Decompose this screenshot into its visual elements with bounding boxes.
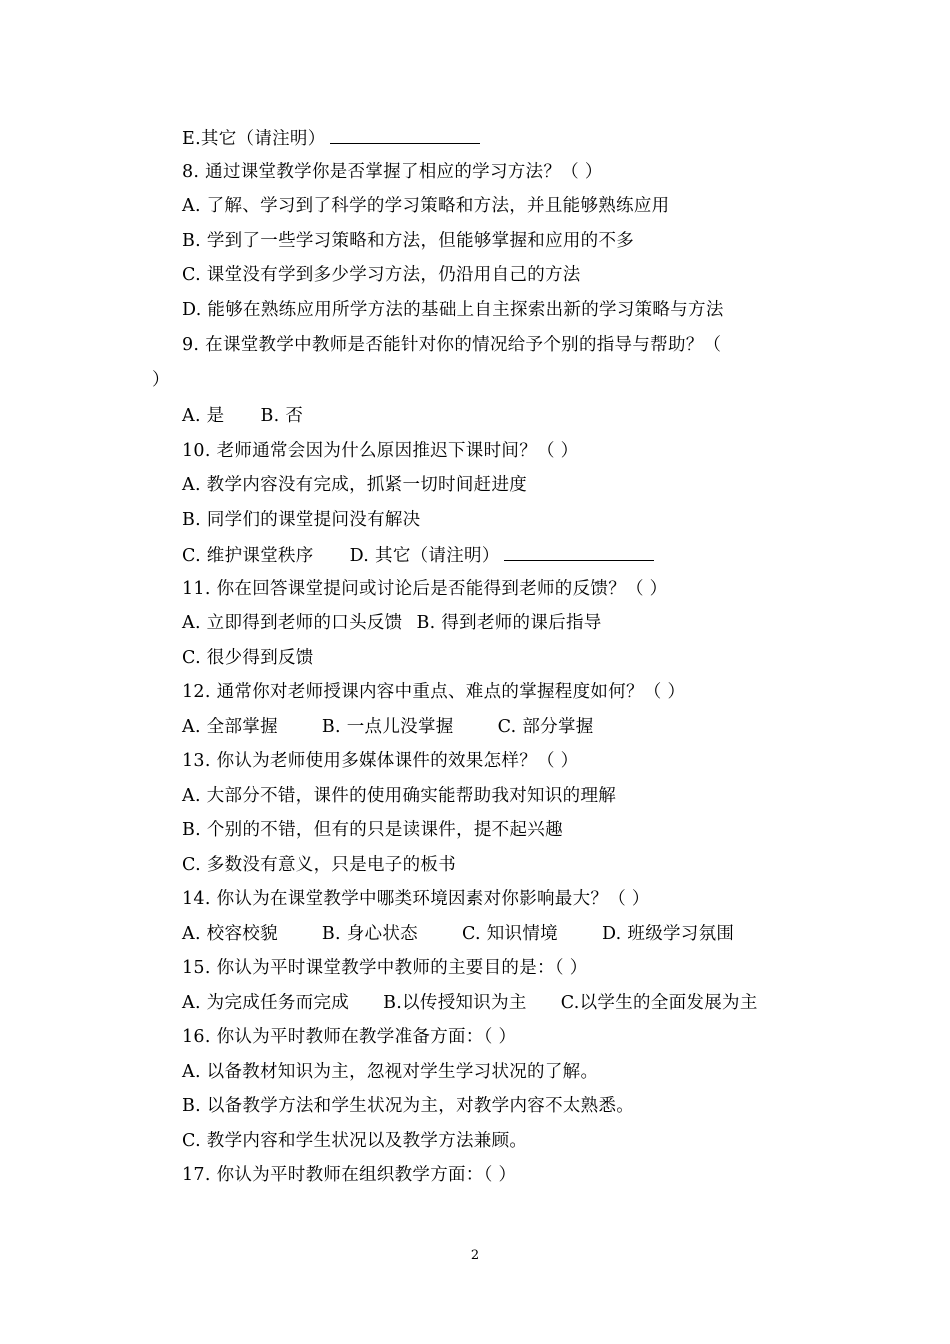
q15-options (182, 991, 758, 1015)
question-17: 17. 你认为平时教师在组织教学方面：（ ） (182, 1165, 517, 1185)
q9-options (182, 404, 303, 428)
q16-option-c: C. 教学内容和学生状况以及教学方法兼顾。 (182, 1131, 528, 1151)
q9-option-b: B. 否 (260, 406, 304, 426)
page-number: 2 (470, 1248, 480, 1263)
question-9: 9. 在课堂教学中教师是否能针对你的情况给予个别的指导与帮助？（ (182, 335, 722, 355)
q13-option-c: C. 多数没有意义，只是电子的板书 (182, 855, 456, 875)
q10-option-c: C. 维护课堂秩序 (182, 546, 314, 566)
question-12: 12. 通常你对老师授课内容中重点、难点的掌握程度如何？（ ） (182, 682, 686, 702)
question-9-continuation: ） (152, 370, 170, 390)
q14-option-b: B. 身心状态 (321, 924, 418, 944)
question-14: 14. 你认为在课堂教学中哪类环境因素对你影响最大？（ ） (182, 889, 650, 909)
q13-option-a: A. 大部分不错，课件的使用确实能帮助我对知识的理解 (182, 786, 617, 806)
q14-option-a: A. 校容校貌 (182, 924, 278, 944)
q15-option-b: B.以传授知识为主 (383, 993, 527, 1013)
option-text: E.其它（请注明） (182, 129, 326, 149)
q11-options-ab (182, 611, 602, 635)
q16-option-a: A. 以备教材知识为主，忽视对学生学习状况的了解。 (182, 1062, 599, 1082)
q10-option-d: D. 其它（请注明） (349, 546, 500, 566)
question-11: 11. 你在回答课堂提问或讨论后是否能得到老师的反馈？（ ） (182, 579, 668, 599)
q12-option-b: B. 一点儿没掌握 (321, 717, 454, 737)
question-10: 10. 老师通常会因为什么原因推迟下课时间？（ ） (182, 441, 579, 461)
answer-blank (330, 125, 480, 144)
q14-option-d: D. 班级学习氛围 (601, 924, 735, 944)
question-8: 8. 通过课堂教学你是否掌握了相应的学习方法？（ ） (182, 162, 603, 182)
q12-option-c: C. 部分掌握 (497, 717, 594, 737)
q11-option-b: B. 得到老师的课后指导 (416, 613, 602, 633)
q10-options-cd (182, 542, 654, 568)
q12-option-a: A. 全部掌握 (182, 717, 278, 737)
q8-option-c: C. 课堂没有学到多少学习方法，仍沿用自己的方法 (182, 265, 581, 285)
q8-option-d: D. 能够在熟练应用所学方法的基础上自主探索出新的学习策略与方法 (182, 300, 724, 320)
q14-option-c: C. 知识情境 (461, 924, 558, 944)
answer-blank (504, 542, 654, 561)
q13-option-b: B. 个别的不错，但有的只是读课件，提不起兴趣 (182, 820, 563, 840)
q9-option-a: A. 是 (182, 406, 225, 426)
q14-options (182, 922, 734, 946)
question-15: 15. 你认为平时课堂教学中教师的主要目的是：（ ） (182, 958, 588, 978)
q11-option-c: C. 很少得到反馈 (182, 648, 314, 668)
q15-option-c: C.以学生的全面发展为主 (560, 993, 758, 1013)
q16-option-b: B. 以备教学方法和学生状况为主，对教学内容不太熟悉。 (182, 1096, 635, 1116)
q10-option-a: A. 教学内容没有完成，抓紧一切时间赶进度 (182, 475, 528, 495)
question-13: 13. 你认为老师使用多媒体课件的效果怎样？（ ） (182, 751, 579, 771)
q15-option-a: A. 为完成任务而完成 (182, 993, 350, 1013)
q12-options (182, 715, 594, 739)
question-16: 16. 你认为平时教师在教学准备方面：（ ） (182, 1027, 517, 1047)
q11-option-a: A. 立即得到老师的口头反馈 (182, 613, 403, 633)
q8-option-a: A. 了解、学习到了科学的学习策略和方法，并且能够熟练应用 (182, 196, 670, 216)
q8-option-b: B. 学到了一些学习策略和方法，但能够掌握和应用的不多 (182, 231, 635, 251)
q7-option-e (182, 125, 480, 151)
q10-option-b: B. 同学们的课堂提问没有解决 (182, 510, 421, 530)
